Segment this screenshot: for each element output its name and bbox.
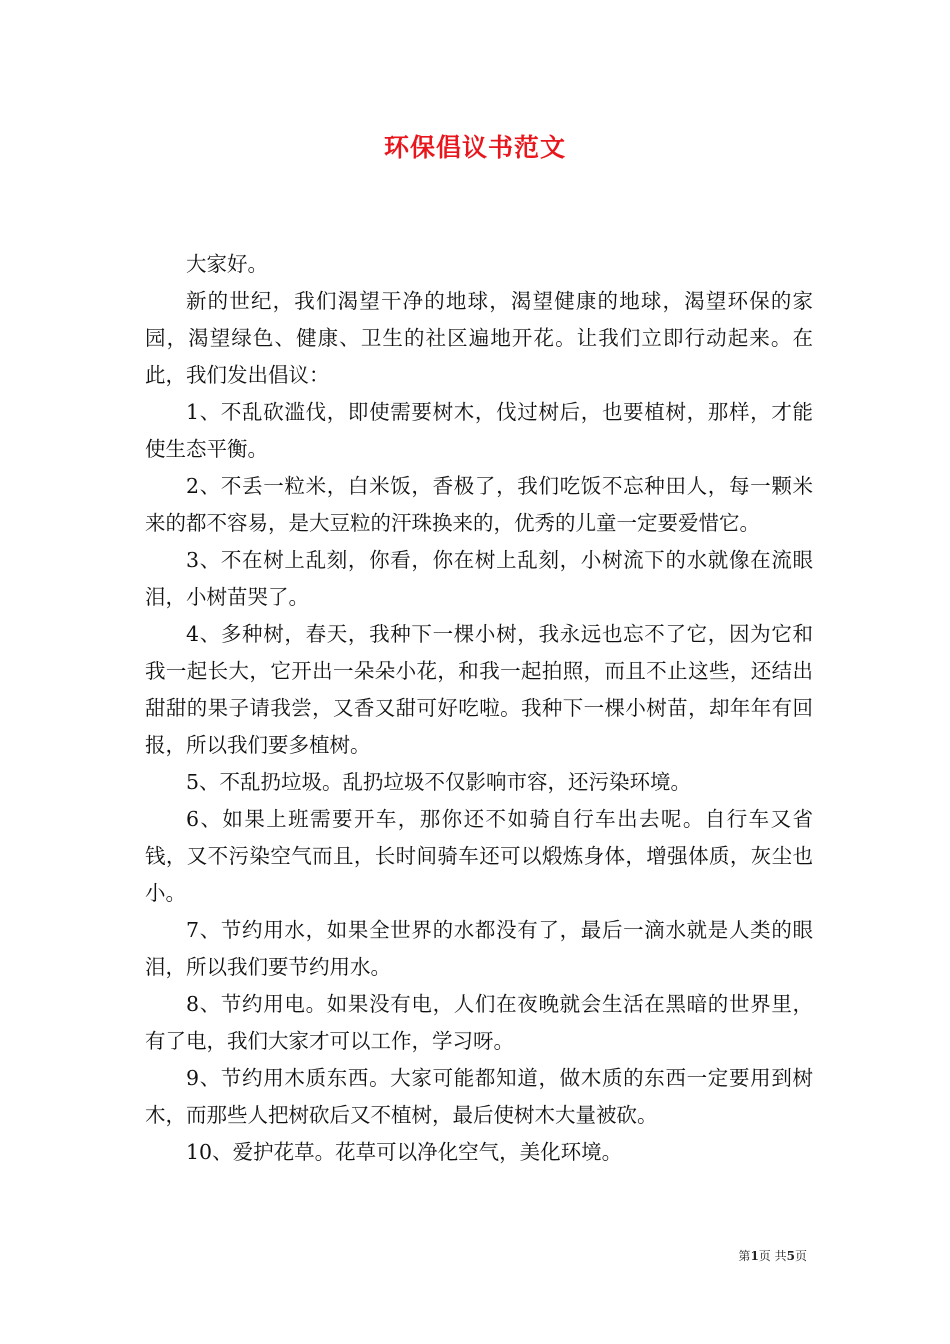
- document-body: [145, 246, 813, 1171]
- paragraph-item-7: 7、节约用水，如果全世界的水都没有了，最后一滴水就是人类的眼泪，所以我们要节约用水。: [145, 918, 813, 979]
- paragraph-intro: 新的世纪，我们渴望干净的地球，渴望健康的地球，渴望环保的家园，渴望绿色、健康、卫生的社区遍地开花。让我们立即行动起来。在此，我们发出倡议：: [145, 289, 813, 387]
- footer-current-page: 1: [750, 1249, 759, 1263]
- paragraph-item-1: 1、不乱砍滥伐，即使需要树木，伐过树后，也要植树，那样，才能使生态平衡。: [145, 400, 813, 461]
- footer-suffix: 页: [794, 1249, 807, 1263]
- paragraph-item-10: 10、爱护花草。花草可以净化空气，美化环境。: [186, 1140, 623, 1164]
- paragraph-item-6: 6、如果上班需要开车，那你还不如骑自行车出去呢。自行车又省钱，又不污染空气而且，长时间骑车还可以煅炼身体，增强体质，灰尘也小。: [145, 807, 813, 905]
- paragraph-item-9: 9、节约用木质东西。大家可能都知道，做木质的东西一定要用到树木，而那些人把树砍后又不植树，最后使树木大量被砍。: [145, 1066, 813, 1127]
- paragraph-greeting: 大家好。: [186, 252, 268, 276]
- page-number-footer: [738, 1247, 807, 1264]
- paragraph-item-8: 8、节约用电。如果没有电，人们在夜晚就会生活在黑暗的世界里，有了电，我们大家才可以工作，学习呀。: [145, 992, 813, 1053]
- footer-prefix: 第: [738, 1249, 751, 1263]
- footer-middle: 页 共: [758, 1249, 787, 1263]
- document-title: 环保倡议书范文: [383, 133, 566, 162]
- paragraph-item-2: 2、不丢一粒米，白米饭，香极了，我们吃饭不忘种田人，每一颗米来的都不容易，是大豆粒的汗珠换来的，优秀的儿童一定要爱惜它。: [145, 474, 813, 535]
- paragraph-item-4: 4、多种树，春天，我种下一棵小树，我永远也忘不了它，因为它和我一起长大，它开出一朵朵小花，和我一起拍照，而且不止这些，还结出甜甜的果子请我尝，又香又甜可好吃啦。我种下一棵小树苗，却年年有回报，所以我们要多植树。: [145, 622, 813, 757]
- paragraph-item-5: 5、不乱扔垃圾。乱扔垃圾不仅影响市容，还污染环境。: [186, 770, 692, 794]
- paragraph-item-3: 3、不在树上乱刻，你看，你在树上乱刻，小树流下的水就像在流眼泪，小树苗哭了。: [145, 548, 813, 609]
- footer-total-pages: 5: [786, 1249, 795, 1263]
